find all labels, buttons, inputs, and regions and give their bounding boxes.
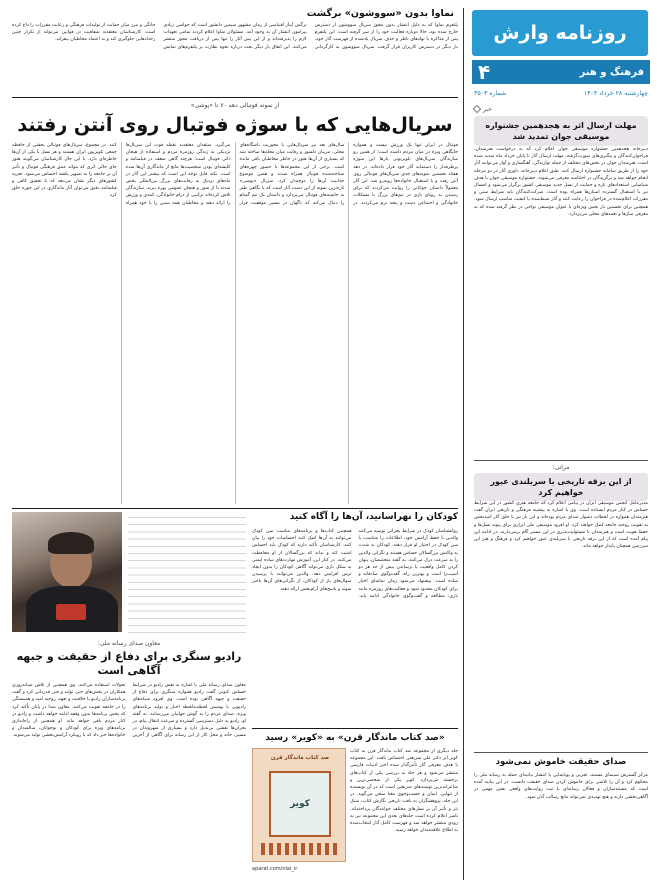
masthead — [472, 8, 650, 88]
paper-name: روزنامه وارش — [493, 22, 627, 44]
news2-kicker: مراتی: — [552, 464, 570, 471]
radio-body: معاون صدای رسانه ملی با اشاره به نقش رادیو در شرایط حساس کنونی گفت رادیو همواره سنگری برای دفاع از حقیقت و جبهه آگاهی بوده است. وی افزود شبکه‌های رادیویی با پوشش لحظه‌به‌لحظه اخبار و تولید برنامه‌های ویژه، صدای مردم را به گوش جهانیان می‌رسانند. به گفته او، رادیو به دلیل دسترسی گسترده و سرعت انتقال پیام، در بحران‌ها نقشی بی‌بدیل دارد و بسیاری از شهروندان در مسیر، خانه و محل کار از این رسانه برای آگاهی از آخرین تحولات استفاده می‌کنند. وی همچنین از تلاش شبانه‌روزی همکاران در بخش‌های خبر، تولید و فنی قدردانی کرد و گفت برنامه‌سازان رادیو با خلاقیت و تعهد، روحیه امید و همبستگی را در جامعه تقویت می‌کنند. معاون صدا در پایان تأکید کرد که پخش برنامه‌ها بدون وقفه ادامه خواهد داشت و رادیو در کنار مردم باقی خواهد ماند. او همچنین از راه‌اندازی برنامه‌های ویژه برای کودکان و نوجوانان، سالمندان و خانواده‌ها خبر داد که با رویکرد آرامش‌بخشی تولید می‌شوند. — [12, 683, 246, 739]
book-body: جلد دیگری از مجموعه صد کتاب ماندگار قرن به کتاب کویر اثر دکتر علی شریعتی اختصاص یافت. این مجموعه با هدف معرفی آثار تأثیرگذار سده اخیر ادبیات فارسی منتشر می‌شود و هر جلد به بررسی یکی از کتاب‌های برجسته می‌پردازد. کویر یکی از شخصی‌ترین و شاعرانه‌ترین نوشته‌های شریعتی است که در آن نویسنده از تنهایی، ایمان و جست‌وجوی معنا سخن می‌گوید. در این جلد، پژوهشگران به بافت تاریخی نگارش کتاب، سبک نثر و تأثیر آن بر نسل‌های مختلف خوانندگان پرداخته‌اند. ناشر اعلام کرده است جلدهای بعدی این مجموعه نیز به زودی منتشر خواهد شد و فهرست کامل آثار انتخاب‌شده به اطلاع علاقه‌مندان خواهد رسید. — [350, 749, 458, 834]
issue-number: ۳۵۰۳ — [474, 90, 488, 97]
sidebar-tag-label: خبر — [483, 105, 492, 113]
main-headline: سریال‌هایی که با سوژه فوتبال روی آنتن رفتند — [17, 114, 453, 136]
main-body: فوتبال در ایران تنها یک ورزش نیست و همواره جایگاهی ویژه در میان مردم داشته است؛ از همین رو سازندگان سریال‌های تلویزیونی بارها این سوژه پرطرفدار را دستمایه آثار خود قرار داده‌اند. در دهه هفتاد نخستین نمونه‌های جدی سریال‌های فوتبالی روی آنتن رفت و با استقبال خانواده‌ها روبه‌رو شد. این آثار معمولاً داستان جوانانی را روایت می‌کردند که برای رسیدن به رویای بازی در تیم‌های بزرگ با مشکلات خانوادگی و اجتماعی دست و پنجه نرم می‌کردند. در سال‌های بعد نیز سریال‌هایی با محوریت باشگاه‌های محلی، مربیان دلسوز و رقابت میان محله‌ها ساخته شد که بسیاری از آن‌ها هنوز در خاطر مخاطبان باقی مانده است. برخی از این مجموعه‌ها با حضور چهره‌های شناخته‌شده فوتبال همراه شدند و همین موضوع جذابیت آن‌ها را دوچندان کرد. سریال «پوشی» تازه‌ترین نمونه از این دست آثار است که با نگاهی طنز به حاشیه‌های فوتبال می‌پردازد و داستان یک تیم گمنام را دنبال می‌کند که ناگهان در مسیر موفقیت قرار می‌گیرد. منتقدان معتقدند نقطه قوت این سریال‌ها نزدیکی به زندگی روزمره مردم و استفاده از هیجان ذاتی فوتبال است؛ هرچند گاهی ضعف در فیلمنامه و کلیشه‌ای بودن شخصیت‌ها مانع از ماندگاری آن‌ها شده است. نکته قابل توجه این است که بیشتر این آثار در ماه‌های نزدیک به رقابت‌های بزرگ بین‌المللی پخش شدند تا از شور و هیجان عمومی بهره ببرند. سازندگان تلاش کرده‌اند ترکیبی از درام خانوادگی، کمدی و ورزش را ارائه دهند و مخاطبان همه سنین را با خود همراه کنند. در مجموع، سریال‌های فوتبالی بخشی از حافظه جمعی تلویزیون ایران هستند و هر نسل با یکی از آن‌ها خاطره‌ای دارد. با این حال کارشناسان می‌گویند هنوز جای خالی اثری که بتواند عمق فرهنگی فوتبال و تأثیر آن بر جامعه را به تصویر بکشد احساس می‌شود. تجربه کشورهای دیگر نشان می‌دهد که با تحقیق کافی و فیلمنامه دقیق می‌توان آثار ماندگاری در این حوزه خلق کرد. — [12, 143, 458, 206]
microphone-icon — [56, 604, 86, 620]
book-cover — [252, 748, 346, 862]
children-body: روانشناسان کودک در شرایط بحرانی توصیه می‌کنند والدین با حفظ آرامش خود، اطلاعات را متناسب با سن کودک در اختیار او قرار دهند. کودکان به شدت به واکنش بزرگسالان حساس هستند و نگرانی والدین را به سرعت درک می‌کنند. به گفته متخصصان، پنهان کردن کامل واقعیت یا ترساندن بیش از حد هر دو آسیب‌زا است و بهترین راه، گفت‌وگوی صادقانه و ساده است. پیشنهاد می‌شود زمان تماشای اخبار برای کودکان محدود شود و فعالیت‌های روزمره مانند بازی، مطالعه و گفت‌وگوی خانوادگی ادامه یابد. همچنین کتاب‌ها و برنامه‌های مناسب سن کودک می‌توانند به آن‌ها کمک کنند احساسات خود را بیان کنند. کارشناسان تأکید دارند که کودک باید احساس امنیت کند و بداند که بزرگسالان از او محافظت می‌کنند. در کنار این، آموزش مهارت‌های ساده ایمنی به شکل بازی می‌تواند آگاهی کودکان را بدون ایجاد ترس افزایش دهد. والدین می‌توانند با پرسیدن سوال‌های باز از کودکان، از نگرانی‌های آن‌ها باخبر شوند و پاسخ‌های آرام‌بخش ارائه دهند. — [252, 529, 458, 599]
sidebar-separator-1 — [474, 460, 648, 461]
cover-ornament — [261, 843, 339, 855]
official-photo — [12, 512, 122, 632]
book-top-divider — [252, 728, 458, 729]
main-kicker: از نمونه فوتبالی دهه ۷۰ تا «پوشی» — [190, 102, 280, 109]
book-link[interactable]: aparat.com/nlai_ir — [252, 866, 298, 872]
namava-body: پلتفرم نماوا که به دلیل انتشار بدون مجوز سریال سووشون از دسترس خارج شده بود، حالا دوباره فعالیت خود را از سر گرفته است. این پلتفرم پس از مذاکره با نهادهای ناظر و حذف سریال یادشده از فهرست آثار خود، بار دیگر در دسترس کاربران قرار گرفت. سریال سووشون به کارگردانی نرگس آبیار اقتباسی از رمان مشهور سیمین دانشور است که حواشی زیادی پیرامون انتشار آن به وجود آمد. مسئولان نماوا اعلام کردند تمامی تعهدات لازم را پذیرفته‌اند و از این پس آثار را تنها پس از دریافت مجوز منتشر می‌کنند. این اتفاق بار دیگر بحث درباره نحوه نظارت بر پلتفرم‌های نمایش خانگی و مرز میان حمایت از تولیدات فرهنگی و رعایت مقررات را داغ کرده است. کارشناسان معتقدند شفافیت در قوانین می‌تواند از تکرار چنین رخدادهایی جلوگیری کند و به اعتماد مخاطبان بیفزاید. — [12, 23, 458, 50]
children-title: کودکان را نهراسانید، آن‌ها را آگاه کنید — [289, 512, 458, 522]
news3-body: مرکز گسترش سینمای مستند، تجربی و پویانمایی با انتشار بیانیه‌ای حمله به رسانه ملی را محکوم کرد و آن را تلاشی برای خاموش کردن صدای حقیقت دانست. در این بیانیه آمده است که مستندسازان و فعالان رسانه‌ای با ثبت روایت‌های واقعی نقش مهمی در آگاهی‌بخشی دارند و هیچ تهدیدی نمی‌تواند مانع رسالت آنان شود. — [474, 773, 648, 800]
namava-article — [12, 8, 458, 94]
news1-body: دبیرخانه هجدهمین جشنواره موسیقی جوان اعلام کرد که به درخواست هنرمندان، فراخوان‌کنندگان و پیگیری‌های صورت‌گرفته، مهلت ارسال آثار تا پایان خرداد ماه تمدید شده است. هنرمندان جوان در بخش‌های مختلف از جمله نوازندگی، آهنگسازی و آواز می‌توانند آثار خود را از طریق سامانه جشنواره ارسال کنند. طبق اعلام دبیرخانه، داوری آثار در دو مرحله انجام خواهد شد و برگزیدگان در اختتامیه معرفی می‌شوند. جشنواره موسیقی جوان با هدف شناسایی استعدادهای تازه و حمایت از نسل جدید موسیقی کشور برگزار می‌شود و امسال نیز با استقبال گسترده استان‌ها همراه بوده است. شرکت‌کنندگان باید شرایط سنی و مقررات اعلام‌شده در فراخوان را رعایت کنند و آثار ضبط‌شده با کیفیت مناسب ارسال شود. همچنین برای نخستین بار بخش ویژه‌ای با عنوان موسیقی نواحی در نظر گرفته شده که به معرفی سازها و نغمه‌های محلی می‌پردازد. — [474, 147, 648, 217]
section-name: فرهنگ و هنر — [579, 66, 644, 78]
news1-title: مهلت ارسال اثر به هجدهمین جشنواره موسیقی جوان تمدید شد — [485, 121, 637, 141]
namava-title: نماوا بدون «سووشون» برگشت — [306, 8, 454, 19]
cover-title: کویر — [290, 799, 310, 809]
news2-title: از این برقه تاریخی با سربلندی عبور خواهیم کرد — [474, 473, 648, 501]
sidebar-separator-2 — [474, 752, 648, 753]
news3-title: صدای حقیقت خاموش نمی‌شود — [495, 757, 627, 767]
issue-number-group — [474, 90, 506, 97]
radio-kicker: معاون صدای رسانه ملی: — [97, 640, 161, 647]
paper-logo — [472, 10, 648, 56]
diamond-icon — [473, 105, 481, 113]
sidebar-divider — [463, 8, 464, 880]
cover-series: صد کتاب ماندگار قرن — [270, 755, 330, 761]
issue-label: شماره — [489, 90, 507, 97]
book-title: «صد کتاب ماندگار قرن» به «کویر» رسید — [265, 733, 445, 743]
news1-title-box — [474, 116, 648, 146]
sidebar-tag — [474, 104, 648, 114]
portrait-hair — [48, 532, 94, 554]
cover-frame — [269, 771, 331, 837]
top-divider — [12, 97, 458, 98]
children-body-continued — [128, 512, 246, 634]
news2-body: مدیرعامل انجمن موسیقی ایران در پیامی اعلام کرد که جامعه هنری کشور در این شرایط حساس در کنار مردم ایستاده است. وی با اشاره به پیشینه فرهنگی و تاریخی ایران گفت هنرمندان همواره در لحظات دشوار صدای مردم بوده‌اند و این بار نیز با خلق آثار امیدبخش به تقویت روحیه جامعه کمک خواهند کرد. او افزود موسیقی ملی ابزاری برای پیوند نسل‌ها و حفظ هویت است و هنرمندان با مسئولیت‌پذیری در این مسیر گام برمی‌دارند. در ادامه این پیام آمده است که از این برقه تاریخی با سربلندی عبور خواهیم کرد و فرهنگ و هنر این سرزمین همچنان پایدار خواهد ماند. — [474, 501, 648, 550]
issue-date: چهارشنبه ۲۸ خرداد ۱۴۰۴ — [583, 90, 648, 97]
page-number: ۴ — [478, 60, 491, 84]
radio-title: رادیو سنگری برای دفاع از حقیقت و جبهه آگاهی است — [16, 650, 242, 677]
date-line — [474, 90, 648, 97]
section-bar — [472, 60, 650, 84]
main-bottom-divider — [12, 508, 458, 509]
